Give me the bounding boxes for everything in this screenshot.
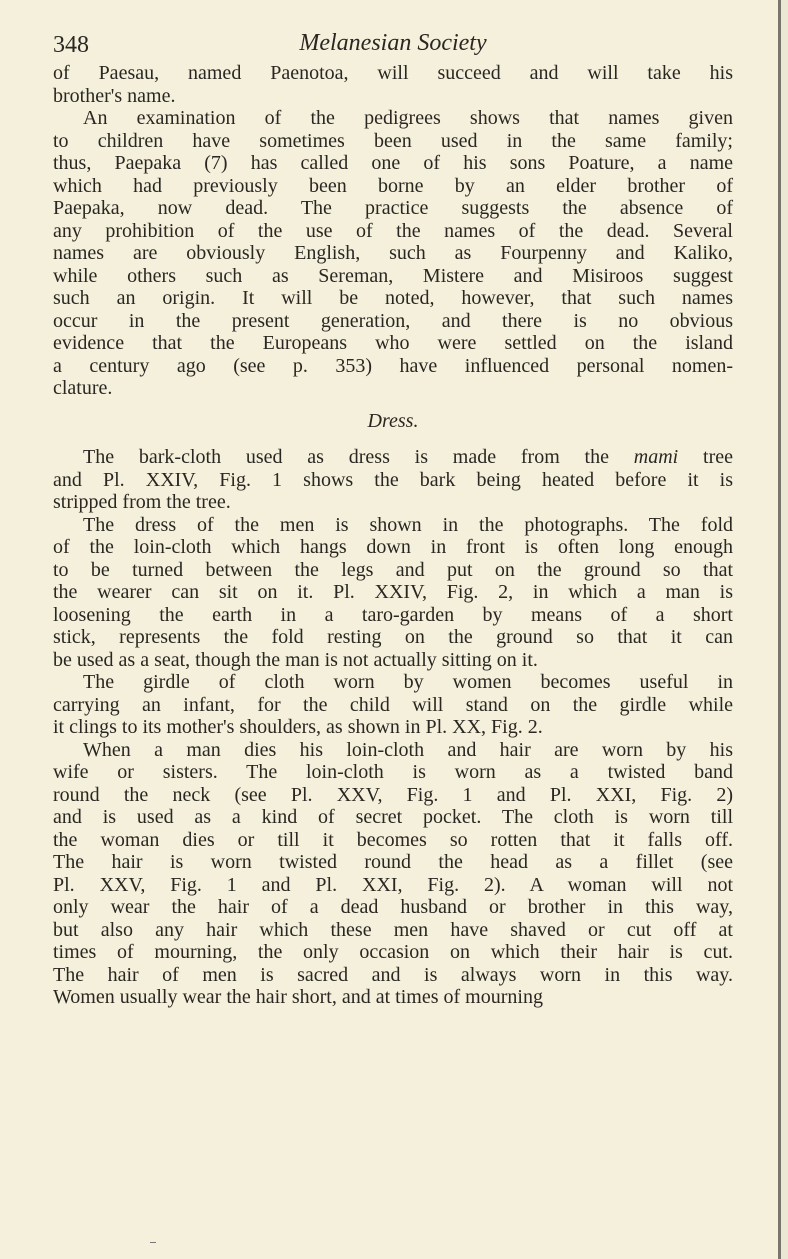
- text-line: An examination of the pedigrees shows that names given: [83, 107, 733, 129]
- scan-mark: [150, 1242, 156, 1243]
- text-line: [53, 446, 733, 469]
- text-line: a century ago (see p. 353) have influenced personal nomen-: [53, 354, 733, 377]
- text-line: of the loin-cloth which hangs down in front is often long enough: [53, 536, 733, 558]
- text-line: thus, Paepaka (7) has called one of his sons Poature, a name: [53, 152, 733, 174]
- italic-term: mami: [633, 446, 679, 468]
- text-line: it clings to its mother's shoulders, as shown in Pl. XX, Fig. 2.: [53, 716, 543, 738]
- text-line: round the neck (see Pl. XXV, Fig. 1 and Pl. XXI, Fig. 2): [53, 783, 733, 806]
- text-line: stripped from the tree.: [53, 491, 231, 513]
- page-body: [53, 62, 733, 1009]
- text-line: to be turned between the legs and put on the ground so that: [53, 558, 733, 581]
- text-line: and Pl. XXIV, Fig. 1 shows the bark being heated before it is: [53, 468, 733, 491]
- text-line: occur in the present generation, and there is no obvious: [53, 309, 733, 332]
- text-line: Women usually wear the hair short, and at times of mourning: [53, 986, 543, 1008]
- text-before-heading: [53, 62, 733, 400]
- text-line: clature.: [53, 377, 113, 399]
- text-line: to children have sometimes been used in the same family;: [53, 129, 733, 152]
- text-line: only wear the hair of a dead husband or brother in this way,: [53, 896, 733, 918]
- text-line: loosening the earth in a taro-garden by means of a short: [53, 603, 733, 626]
- text-line: Paepaka, now dead. The practice suggests the absence of: [53, 197, 733, 219]
- text-line: and is used as a kind of secret pocket. The cloth is worn till: [53, 806, 733, 828]
- text-line: evidence that the Europeans who were settled on the island: [53, 332, 733, 354]
- text-span: tree: [678, 446, 733, 468]
- text-line: be used as a seat, though the man is not actually sitting on it.: [53, 648, 538, 671]
- text-line: The girdle of cloth worn by women becomes useful in: [83, 671, 733, 693]
- page-margin: [781, 0, 788, 1259]
- running-header: [53, 30, 733, 64]
- text-line: the wearer can sit on it. Pl. XXIV, Fig. 2, in which a man is: [53, 581, 733, 603]
- section-heading: Dress.: [367, 409, 419, 432]
- text-line: brother's name.: [53, 84, 176, 107]
- text-line: such an origin. It will be noted, however, that such names: [53, 287, 733, 309]
- text-line: while others such as Sereman, Mistere and Misiroos suggest: [53, 264, 733, 287]
- text-line: When a man dies his loin-cloth and hair are worn by his: [83, 738, 733, 761]
- text-line: any prohibition of the use of the names of the dead. Several: [53, 219, 733, 242]
- text-line: The hair is worn twisted round the head as a fillet (see: [53, 851, 733, 873]
- text-line: carrying an infant, for the child will stand on the girdle while: [53, 693, 733, 716]
- text-line: names are obviously English, such as Fourpenny and Kaliko,: [53, 242, 733, 264]
- text-line: stick, represents the fold resting on the ground so that it can: [53, 626, 733, 648]
- running-title: Melanesian Society: [299, 30, 487, 56]
- text-line: the woman dies or till it becomes so rotten that it falls off.: [53, 828, 733, 851]
- text-line: which had previously been borne by an elder brother of: [53, 174, 733, 197]
- text-line: wife or sisters. The loin-cloth is worn as a twisted band: [53, 761, 733, 783]
- text-line: The hair of men is sacred and is always worn in this way.: [53, 963, 733, 986]
- text-line: times of mourning, the only occasion on which their hair is cut.: [53, 941, 733, 963]
- text-line: but also any hair which these men have shaved or cut off at: [53, 918, 733, 941]
- text-span: The bark-cloth used as dress is made from the: [83, 446, 634, 468]
- text-after-heading: [53, 469, 733, 1009]
- text-line: Pl. XXV, Fig. 1 and Pl. XXI, Fig. 2). A woman will not: [53, 873, 733, 896]
- text-line: of Paesau, named Paenotoa, will succeed and will take his: [53, 62, 733, 84]
- page-number: 348: [53, 32, 89, 58]
- text-line: The dress of the men is shown in the photographs. The fold: [83, 513, 733, 536]
